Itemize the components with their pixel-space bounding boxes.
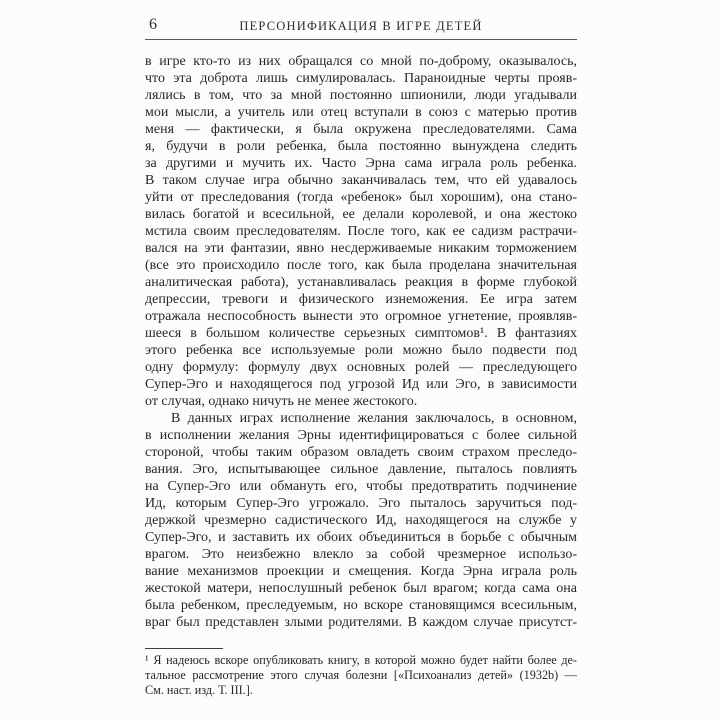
text-line: вания. Эго, испытывающее сильное давление, пыталось повлиять bbox=[145, 462, 577, 477]
footnote bbox=[145, 653, 577, 698]
text-line: В таком случае игра обычно заканчивалась тем, что ей удавалось bbox=[145, 173, 577, 188]
paragraph bbox=[145, 410, 577, 631]
text-line: В данных играх исполнение желания заключалось, в основном, bbox=[171, 411, 577, 426]
page-number: 6 bbox=[149, 16, 157, 33]
text-line: вилась богатой и всесильной, ее делали королевой, и она жестоко bbox=[145, 207, 577, 222]
text-line: от случая, однако ничуть не менее жестокого. bbox=[145, 394, 418, 409]
footnote-line: См. наст. изд. Т. III.]. bbox=[145, 683, 253, 697]
text-line: меня — фактически, я была окружена преследователями. Сама bbox=[145, 122, 577, 137]
text-line: одну формулу: формулу двух основных ролей — преследующего bbox=[145, 360, 577, 375]
text-line: за другими и мучить их. Часто Эрна сама играла роль ребенка. bbox=[145, 156, 577, 171]
text-line: шееся в большом количестве серьезных симптомов¹. В фантазиях bbox=[145, 326, 577, 341]
text-line: в игре кто-то из них обращался со мной по-доброму, оказывалось, bbox=[145, 54, 577, 69]
text-line: лялись в том, что за мной постоянно шпионили, люди угадывали bbox=[145, 88, 577, 103]
footnote-line: ¹ Я надеюсь вскоре опубликовать книгу, в которой можно будет найти более де- bbox=[145, 653, 577, 667]
text-line: мои мысли, а учитель или отец вступали в союз с матерью против bbox=[145, 105, 577, 120]
paragraph bbox=[145, 53, 577, 410]
text-line: на Супер-Эго или обмануть его, чтобы предотвратить подчинение bbox=[145, 479, 577, 494]
text-line: держкой чрезмерно садистического Ид, находящегося на службе у bbox=[145, 513, 577, 528]
text-line: Ид, которым Супер-Эго угрожало. Эго пыталось заручиться под- bbox=[145, 496, 577, 511]
text-line: вался на эти фантазии, явно несдерживаемые никаким торможением bbox=[145, 241, 577, 256]
text-line: стороной, чтобы таким образом овладеть своим страхом преследо- bbox=[145, 445, 577, 460]
footnote-line: тальное рассмотрение этого случая болезни [«Психоанализ детей» (1932b) — bbox=[145, 668, 577, 682]
footnote-separator bbox=[145, 648, 223, 649]
text-line: Супер-Эго и находящегося под угрозой Ид или Эго, в зависимости bbox=[145, 377, 577, 392]
text-line: Супер-Эго, и заставить их обоих объединиться в борьбе с обычным bbox=[145, 530, 577, 545]
text-line: (все это происходило после того, как была проделана значительная bbox=[145, 258, 577, 273]
text-line: этого ребенка все используемые роли можно было подвести под bbox=[145, 343, 577, 358]
text-line: я, будучи в роли ребенка, была постоянно вынуждена следить bbox=[145, 139, 577, 154]
text-line: в исполнении желания Эрны идентифицироваться с более сильной bbox=[145, 428, 577, 443]
page-header bbox=[145, 14, 577, 40]
text-line: уйти от преследования (тогда «ребенок» был хорошим), она стано- bbox=[145, 190, 577, 205]
running-head-title: ПЕРСОНИФИКАЦИЯ В ИГРЕ ДЕТЕЙ bbox=[239, 19, 483, 33]
text-line: вание механизмов проекции и смещения. Когда Эрна играла роль bbox=[145, 564, 577, 579]
text-line: депрессии, тревоги и физического изнеможения. Ее игра затем bbox=[145, 292, 577, 307]
text-line: врагом. Это неизбежно влекло за собой чрезмерное использо- bbox=[145, 547, 577, 562]
page-body bbox=[145, 53, 577, 631]
text-line: жестокой матери, непослушный ребенок был врагом; когда сама она bbox=[145, 581, 577, 596]
text-line: аналитическая работа), устанавливалась реакция в форме глубокой bbox=[145, 275, 577, 290]
text-line: что эта доброта лишь симулировалась. Параноидные черты прояв- bbox=[145, 71, 577, 86]
text-line: мстила своим преследователям. После того, как ее садизм растрачи- bbox=[145, 224, 577, 239]
text-line: отражала неспособность вынести это огромное угнетение, проявляв- bbox=[145, 309, 577, 324]
text-line: была ребенком, преследуемым, но вскоре становящимся всесильным, bbox=[145, 598, 577, 613]
text-line: враг был представлен злыми родителями. В каждом случае присутст- bbox=[145, 615, 577, 630]
